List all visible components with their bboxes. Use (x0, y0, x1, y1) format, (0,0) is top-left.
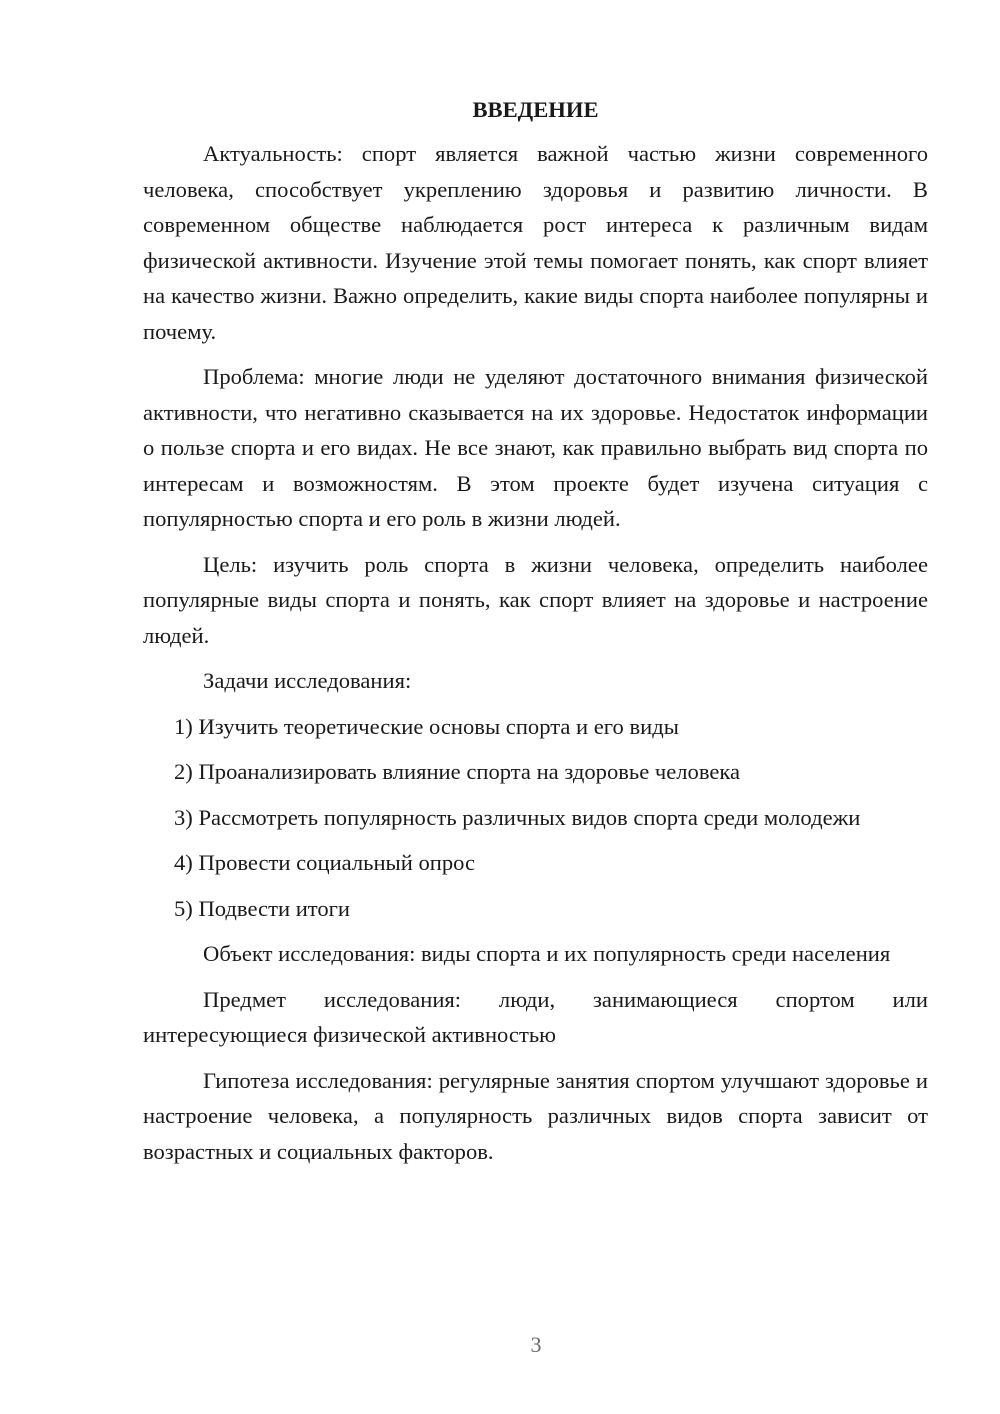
goal-paragraph: Цель: изучить роль спорта в жизни человека, определить наиболее популярные виды спорта и понять, как спорт влияет на здоровье и настроение людей. (143, 551, 928, 648)
task-item: 1) Изучить теоретические основы спорта и его виды (174, 713, 679, 739)
subject-paragraph: Предмет исследования: люди, занимающиеся спортом или интересующиеся физической активностью (143, 986, 928, 1047)
task-item: 3) Рассмотреть популярность различных видов спорта среди молодежи (174, 804, 861, 830)
page-number: 3 (530, 1332, 542, 1357)
problem-paragraph: Проблема: многие люди не уделяют достаточного внимания физической активности, что негативно сказывается на их здоровье. Недостаток информации о пользе спорта и его видах. Не все знают, как правильно выбрать вид спорта по интересам и возможностям. В этом проекте будет изучена ситуация с популярностью спорта и его роль в жизни людей. (143, 364, 928, 531)
section-title: ВВЕДЕНИЕ (472, 97, 599, 122)
task-item: 5) Подвести итоги (174, 895, 351, 921)
relevance-paragraph: Актуальность: спорт является важной частью жизни современного человека, способствует укреплению здоровья и развитию личности. В современном обществе наблюдается рост интереса к различным видам физической активности. Изучение этой темы помогает понять, как спорт влияет на качество жизни. Важно определить, какие виды спорта наиболее популярны и почему. (143, 141, 928, 344)
task-item: 4) Провести социальный опрос (174, 850, 476, 875)
hypothesis-paragraph: Гипотеза исследования: регулярные занятия спортом улучшают здоровье и настроение человека, а популярность различных видов спорта зависит от возрастных и социальных факторов. (143, 1067, 928, 1164)
page-content (143, 92, 928, 1179)
object-paragraph: Объект исследования: виды спорта и их популярность среди населения (203, 941, 891, 966)
tasks-heading: Задачи исследования: (203, 668, 412, 693)
task-item: 2) Проанализировать влияние спорта на здоровье человека (174, 759, 741, 784)
